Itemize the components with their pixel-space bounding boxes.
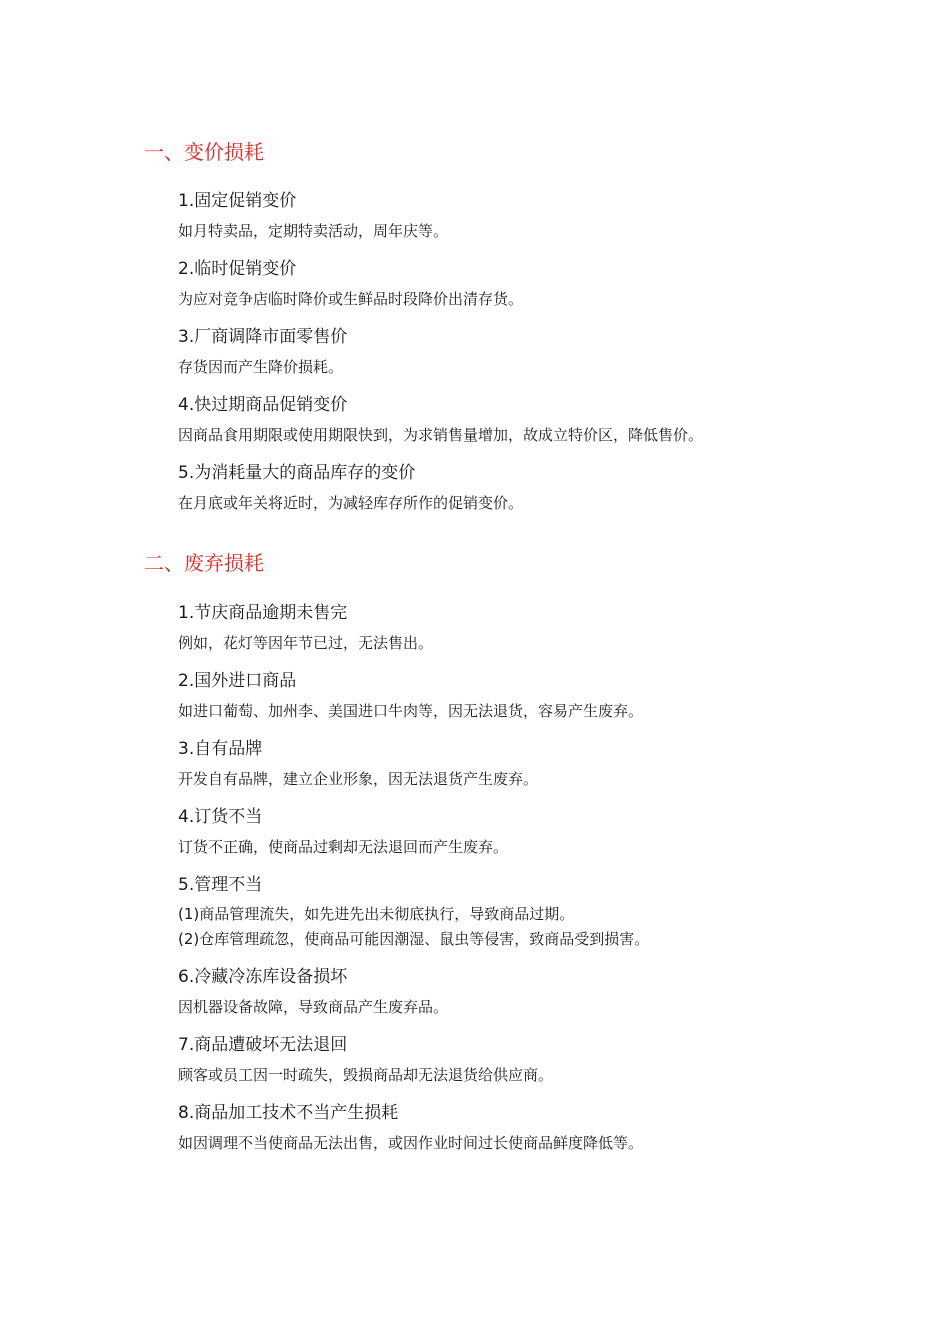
item-title: 7.商品遭破坏无法退回 [178, 1035, 348, 1055]
item-desc: (1)商品管理流失，如先进先出未彻底执行，导致商品过期。 [178, 905, 575, 923]
section-title-price-change-loss: 一、变价损耗 [144, 140, 264, 164]
item-title: 2.国外进口商品 [178, 671, 297, 691]
item-desc: 在月底或年关将近时，为减轻库存所作的促销变价。 [178, 494, 524, 512]
item-desc: 订货不正确，使商品过剩却无法退回而产生废弃。 [178, 838, 509, 856]
item-title: 5.为消耗量大的商品库存的变价 [178, 463, 416, 483]
item-title: 4.订货不当 [178, 807, 263, 827]
item-desc: 如因调理不当使商品无法出售，或因作业时间过长使商品鲜度降低等。 [178, 1134, 644, 1152]
item-title: 6.冷藏冷冻库设备损坏 [178, 967, 348, 987]
item-title: 4.快过期商品促销变价 [178, 395, 348, 415]
item-desc: 例如，花灯等因年节已过，无法售出。 [178, 634, 434, 652]
item-title: 2.临时促销变价 [178, 259, 297, 279]
item-title: 5.管理不当 [178, 875, 263, 895]
item-desc: 存货因而产生降价损耗。 [178, 358, 344, 376]
item-title: 3.厂商调降市面零售价 [178, 327, 348, 347]
item-desc: 开发自有品牌，建立企业形象，因无法退货产生废弃。 [178, 770, 539, 788]
item-title: 1.节庆商品逾期未售完 [178, 603, 348, 623]
item-desc: 因商品食用期限或使用期限快到，为求销售量增加，故成立特价区，降低售价。 [178, 426, 704, 444]
item-desc: (2)仓库管理疏忽，使商品可能因潮湿、鼠虫等侵害，致商品受到损害。 [178, 930, 650, 948]
item-desc: 因机器设备故障，导致商品产生废弃品。 [178, 998, 449, 1016]
item-desc: 为应对竞争店临时降价或生鲜品时段降价出清存货。 [178, 290, 524, 308]
item-desc: 如月特卖品，定期特卖活动，周年庆等。 [178, 222, 449, 240]
item-title: 3.自有品牌 [178, 739, 263, 759]
item-desc: 顾客或员工因一时疏失，毁损商品却无法退货给供应商。 [178, 1066, 554, 1084]
section-title-waste-loss: 二、废弃损耗 [144, 551, 264, 575]
item-desc: 如进口葡萄、加州李、美国进口牛肉等，因无法退货，容易产生废弃。 [178, 702, 644, 720]
item-title: 8.商品加工技术不当产生损耗 [178, 1103, 399, 1123]
item-title: 1.固定促销变价 [178, 191, 297, 211]
